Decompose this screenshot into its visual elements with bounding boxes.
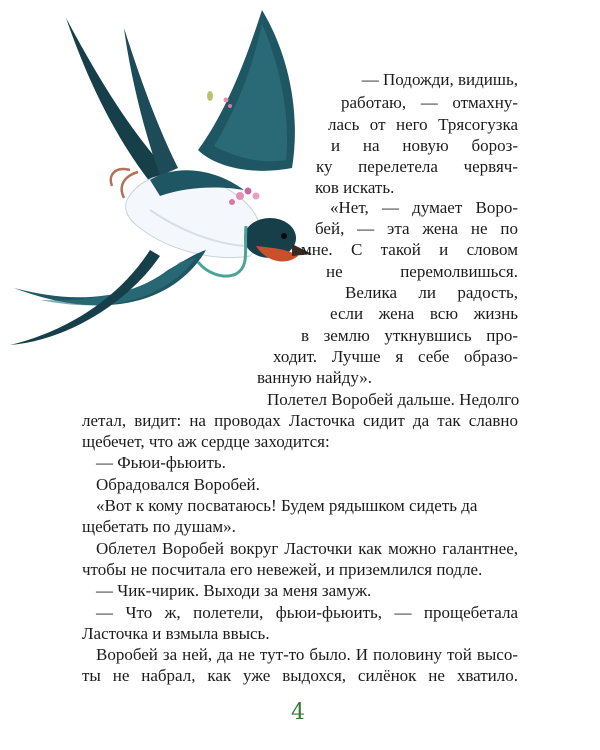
text-line: щебетать по душам».	[82, 517, 236, 536]
text-line: Полетел Воробей дальше. Недолго	[267, 390, 520, 409]
text-line: «Вот к кому посватаюсь! Будем рядышком сидеть да	[96, 496, 478, 515]
text-line: и на новую бороз-	[331, 136, 518, 155]
text-line: ходит. Лучше я себе образо-	[273, 347, 518, 366]
text-line: Обрадовался Воробей.	[96, 475, 260, 494]
page-number: 4	[291, 700, 305, 725]
text-line: лась от него Трясогузка	[328, 115, 518, 134]
text-line: летал, видит: на проводах Ласточка сидит да так славно	[82, 411, 518, 430]
text-line: если жена всю жизнь	[330, 304, 518, 323]
text-line: работаю, — отмахну-	[341, 93, 518, 112]
text-line: Облетел Воробей вокруг Ласточки как можно галантнее,	[96, 539, 518, 558]
text-line: — Фьюи-фьюить.	[96, 453, 226, 472]
swallow-tail-upper	[66, 18, 168, 182]
text-line: бей, — эта жена не по	[315, 219, 518, 238]
text-line: ты не набрал, как уже выдохся, силёнок не хватило.	[82, 666, 518, 685]
text-line: — Что ж, полетели, фьюи-фьюить, — прощебетала	[96, 603, 518, 622]
swallow-illustration	[0, 0, 330, 360]
text-line: чтобы не посчитала его невежей, и приземлился подле.	[82, 560, 483, 579]
text-line: в землю уткнувшись про-	[301, 326, 518, 345]
text-line: не перемолвишься.	[326, 262, 518, 281]
text-line: ванную найду».	[257, 368, 373, 387]
text-line: — Подожди, видишь,	[361, 70, 518, 89]
text-line: мне. С такой и словом	[301, 240, 518, 259]
text-line: ков искать.	[315, 178, 395, 197]
text-line: Воробей за ней, да не тут-то было. И половину той высо-	[96, 645, 518, 664]
text-line: — Чик-чирик. Выходи за меня замуж.	[96, 581, 372, 600]
text-line: Ласточка и взмыла ввысь.	[82, 624, 270, 643]
text-line: ку перелетела червяч-	[316, 157, 518, 176]
text-line: щебечет, что аж сердце заходится:	[82, 432, 330, 451]
text-line: «Нет, — думает Воро-	[330, 198, 518, 217]
text-line: Велика ли радость,	[345, 283, 518, 302]
swallow-eye	[281, 233, 287, 239]
